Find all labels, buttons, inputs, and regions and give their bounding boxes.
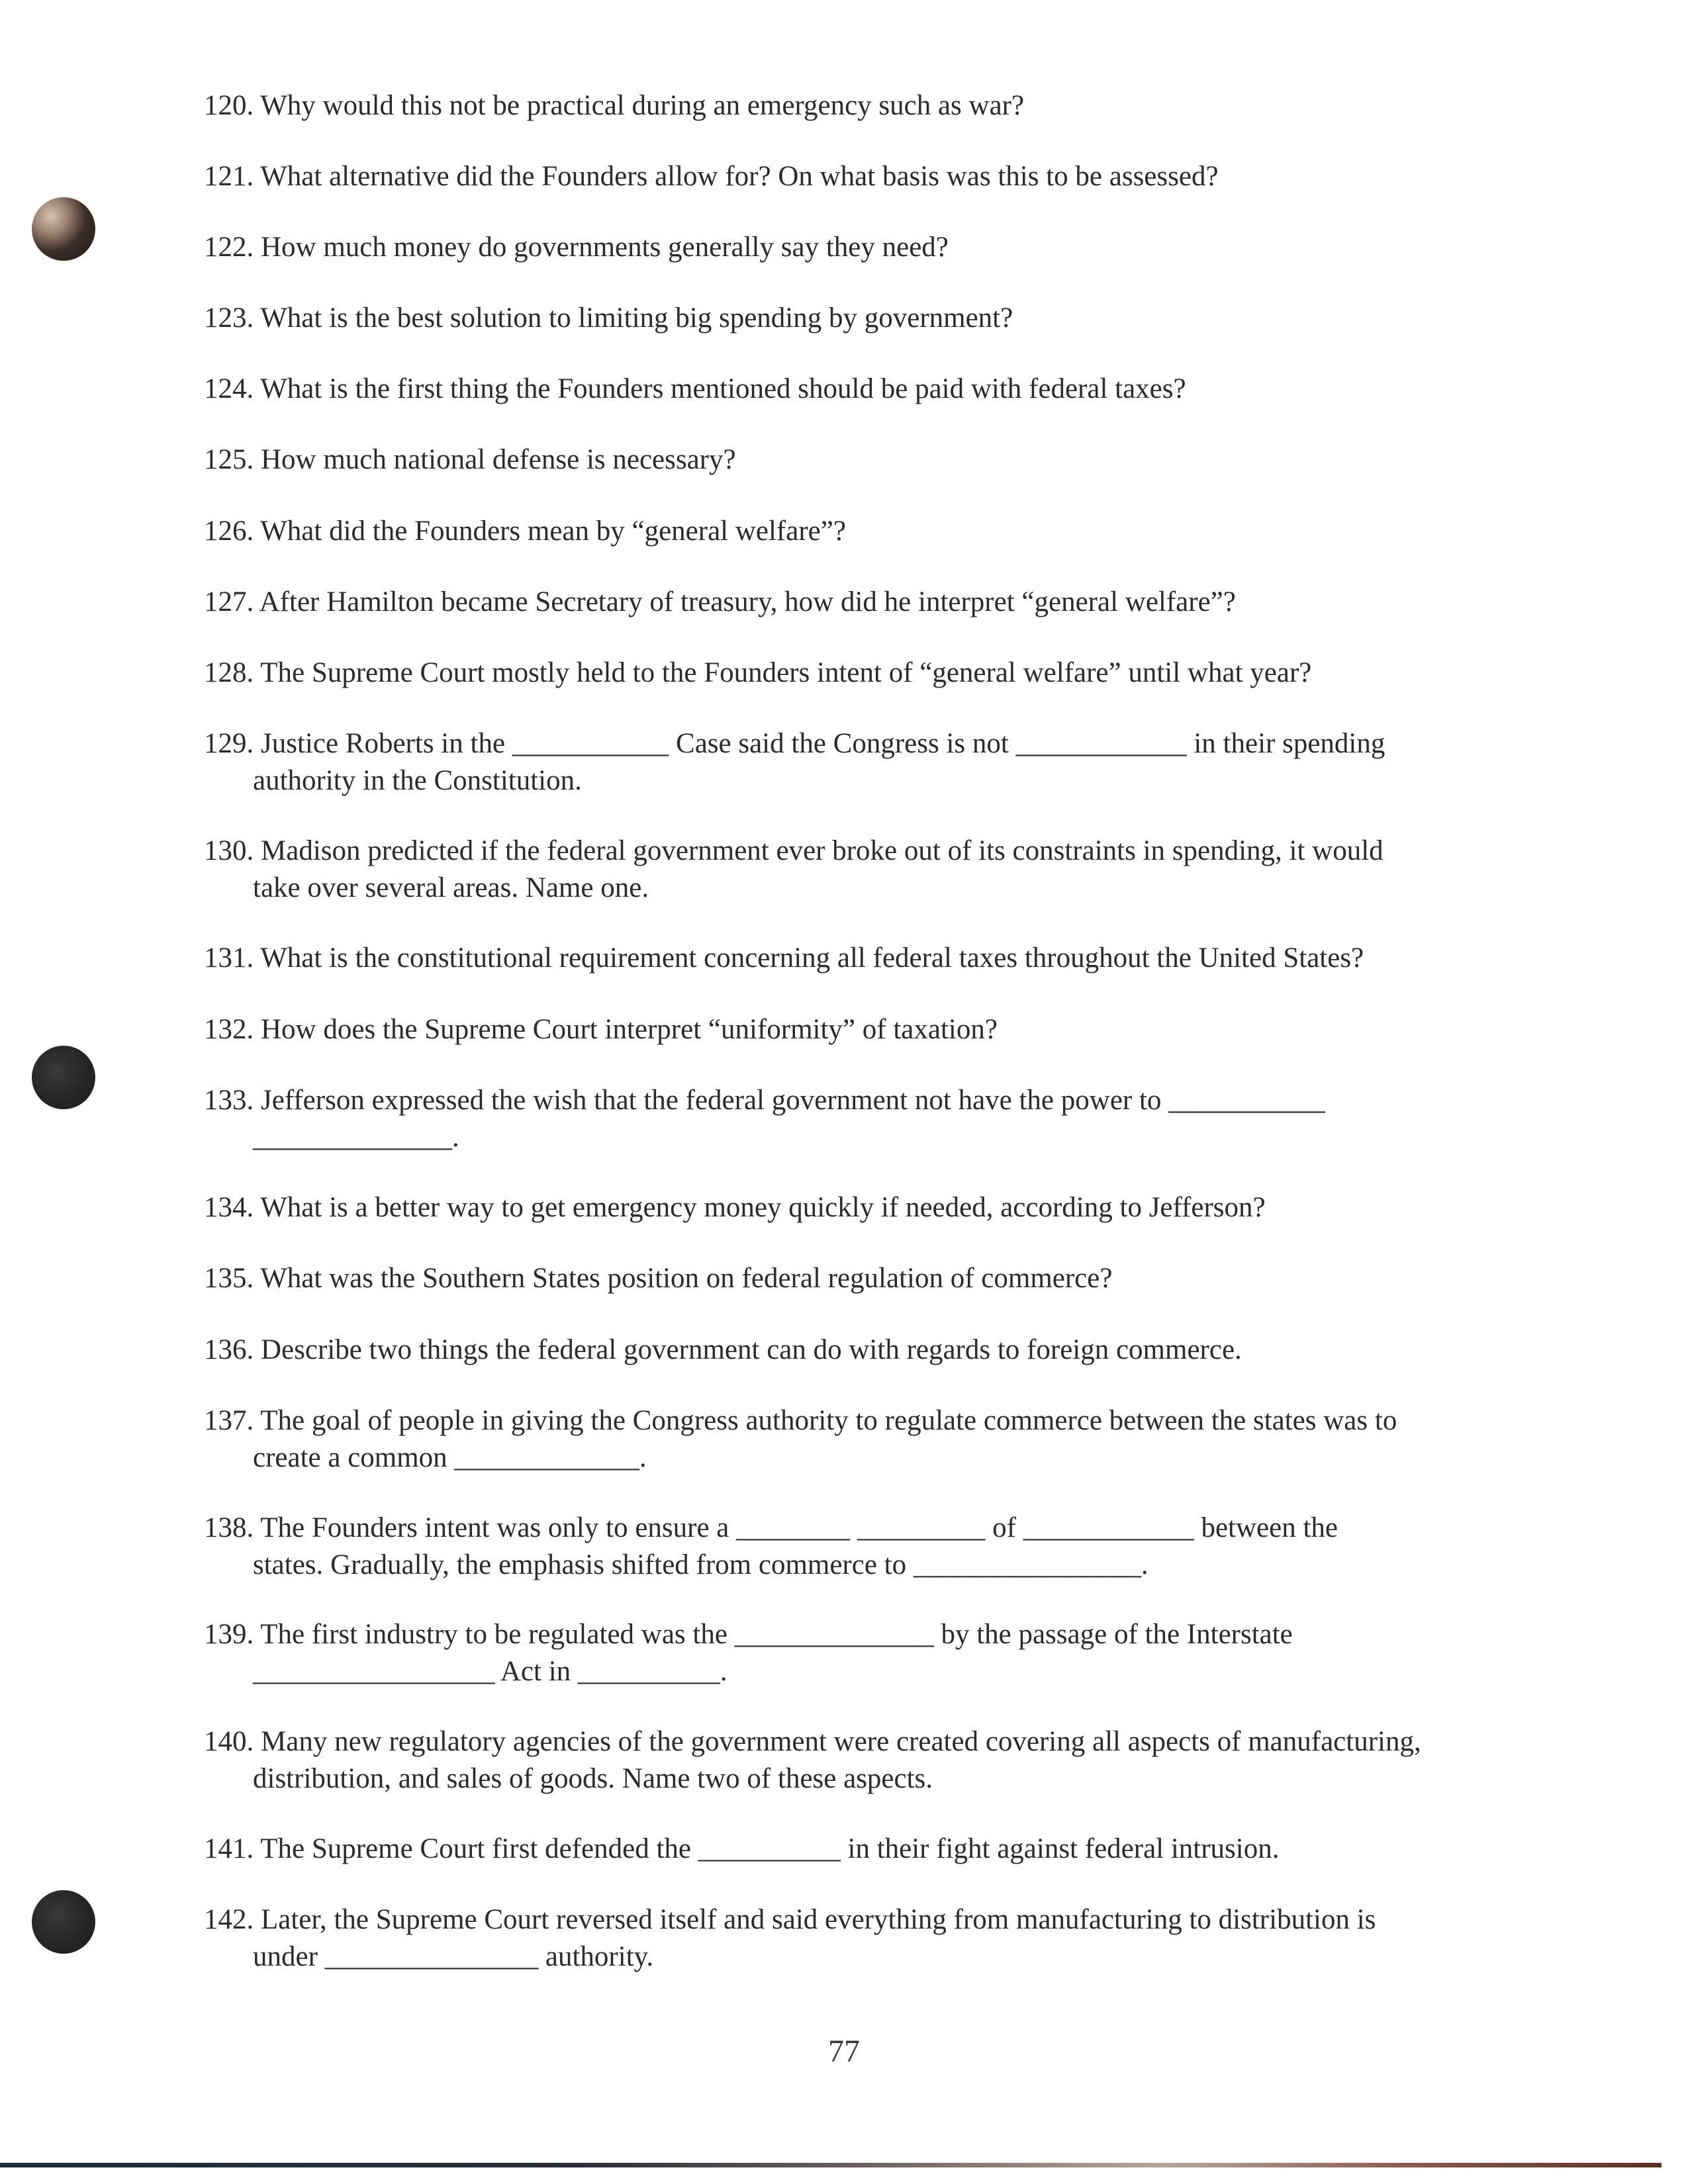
question-128 [204, 655, 1501, 692]
question-129 [204, 725, 1501, 799]
question-text-continued: _________________ Act in __________. [253, 1656, 727, 1687]
question-text: 134. What is a better way to get emergency money quickly if needed, according to Jefferson? [204, 1192, 1266, 1223]
punch-hole-top [32, 197, 95, 261]
question-126 [204, 513, 1501, 550]
question-124 [204, 371, 1501, 408]
question-135 [204, 1260, 1501, 1297]
question-text: 139. The first industry to be regulated was the ______________ by the passage of the Interstate [204, 1619, 1293, 1650]
question-137 [204, 1402, 1501, 1477]
question-138 [204, 1510, 1501, 1584]
question-142 [204, 1901, 1501, 1976]
question-139 [204, 1616, 1501, 1690]
question-121 [204, 158, 1501, 195]
question-text-continued: distribution, and sales of goods. Name two of these aspects. [253, 1763, 933, 1794]
question-131 [204, 940, 1501, 977]
bottom-edge-rule [0, 2163, 1662, 2167]
punch-hole-bottom [32, 1890, 95, 1954]
question-text-continued: states. Gradually, the emphasis shifted from commerce to ________________. [253, 1549, 1149, 1580]
question-text: 129. Justice Roberts in the ___________ Case said the Congress is not ____________ in their spending [204, 728, 1385, 759]
question-136 [204, 1332, 1501, 1369]
question-text: 125. How much national defense is necessary? [204, 444, 736, 475]
question-text-continued: create a common _____________. [253, 1442, 647, 1473]
question-text: 141. The Supreme Court first defended the __________ in their fight against federal intrusion. [204, 1833, 1280, 1864]
question-120 [204, 87, 1501, 124]
question-text: 121. What alternative did the Founders allow for? On what basis was this to be assessed? [204, 161, 1219, 192]
question-141 [204, 1831, 1501, 1868]
question-text: 136. Describe two things the federal government can do with regards to foreign commerce. [204, 1334, 1242, 1365]
question-text: 126. What did the Founders mean by “general welfare”? [204, 516, 846, 547]
question-text: 137. The goal of people in giving the Congress authority to regulate commerce between the states was to [204, 1405, 1397, 1436]
question-text: 130. Madison predicted if the federal government ever broke out of its constraints in spending, it would [204, 835, 1383, 866]
question-text: 127. After Hamilton became Secretary of treasury, how did he interpret “general welfare”? [204, 586, 1236, 617]
page-number: 77 [828, 2034, 860, 2069]
question-text: 124. What is the first thing the Founders mentioned should be paid with federal taxes? [204, 373, 1186, 404]
question-130 [204, 833, 1501, 907]
question-text: 120. Why would this not be practical during an emergency such as war? [204, 90, 1025, 121]
question-134 [204, 1189, 1501, 1226]
question-125 [204, 441, 1501, 478]
question-140 [204, 1723, 1501, 1797]
question-132 [204, 1011, 1501, 1048]
question-text-continued: authority in the Constitution. [253, 765, 582, 796]
question-text: 140. Many new regulatory agencies of the government were created covering all aspects of manufacturing, [204, 1726, 1421, 1757]
question-text: 133. Jefferson expressed the wish that the federal government not have the power to ___________ [204, 1085, 1325, 1116]
question-122 [204, 229, 1501, 266]
question-text: 128. The Supreme Court mostly held to the Founders intent of “general welfare” until what year? [204, 657, 1312, 688]
question-text: 135. What was the Southern States position on federal regulation of commerce? [204, 1263, 1113, 1294]
question-text: 138. The Founders intent was only to ensure a ________ _________ of ____________ between the [204, 1512, 1338, 1543]
question-123 [204, 300, 1501, 337]
punch-hole-middle [32, 1046, 95, 1109]
question-text: 142. Later, the Supreme Court reversed itself and said everything from manufacturing to distribution is [204, 1904, 1376, 1935]
question-text: 131. What is the constitutional requirement concerning all federal taxes throughout the United States? [204, 942, 1364, 974]
question-text-continued: take over several areas. Name one. [253, 872, 649, 903]
question-text: 122. How much money do governments generally say they need? [204, 232, 949, 263]
question-133 [204, 1082, 1501, 1156]
question-text: 132. How does the Supreme Court interpret “uniformity” of taxation? [204, 1014, 998, 1045]
question-text: 123. What is the best solution to limiting big spending by government? [204, 302, 1013, 334]
question-127 [204, 584, 1501, 621]
question-text-continued: ______________. [253, 1122, 459, 1153]
question-text-continued: under _______________ authority. [253, 1941, 654, 1972]
